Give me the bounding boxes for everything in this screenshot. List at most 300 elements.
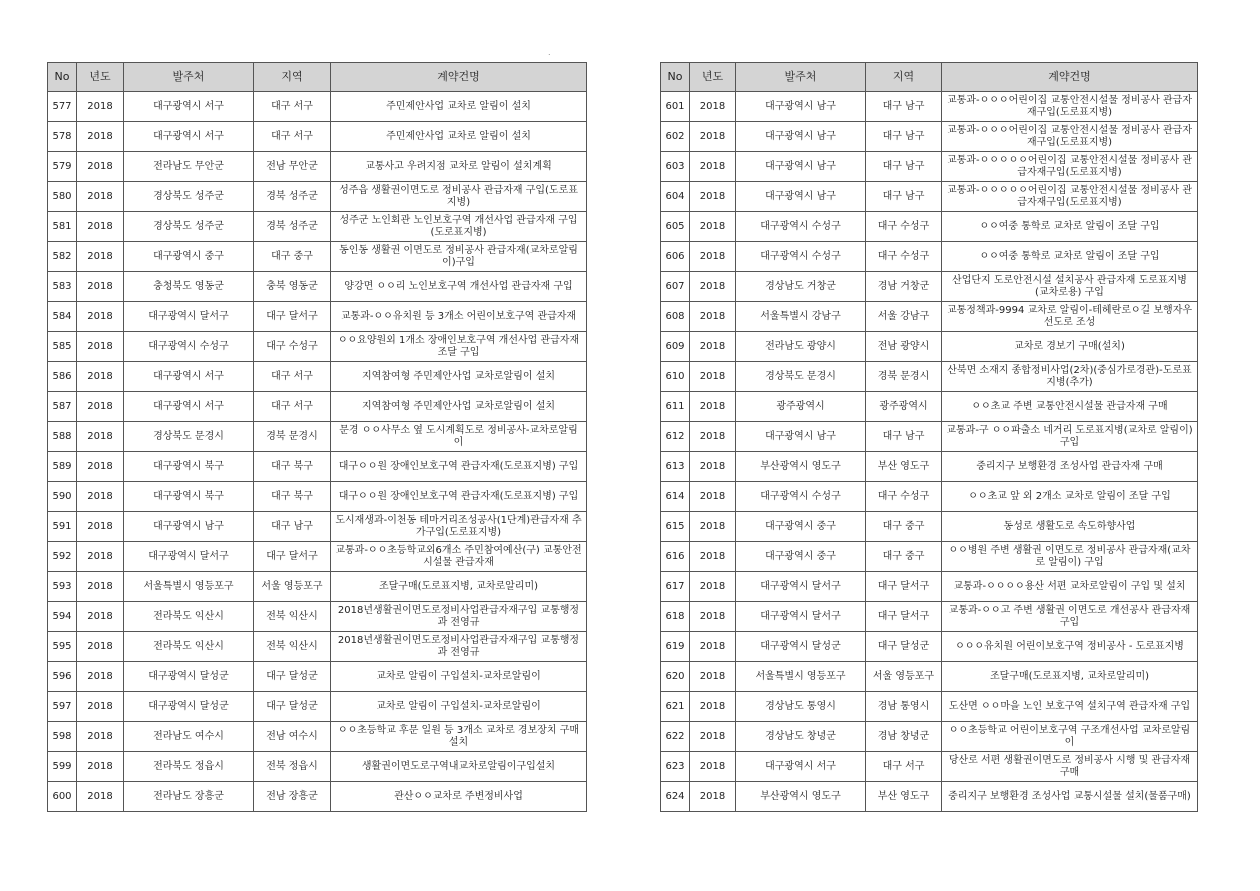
table-row — [48, 122, 587, 152]
cell-title: 지역참여형 주민제안사업 교차로알림이 설치 — [331, 362, 587, 392]
cell-client: 대구광역시 수성구 — [736, 482, 866, 512]
cell-region: 대구 남구 — [866, 122, 942, 152]
cell-year: 2018 — [77, 152, 124, 182]
cell-title: 주민제안사업 교차로 알림이 설치 — [331, 122, 587, 152]
cell-region: 대구 중구 — [866, 512, 942, 542]
cell-no: 623 — [661, 752, 690, 782]
cell-no: 588 — [48, 422, 77, 452]
cell-no: 620 — [661, 662, 690, 692]
cell-year: 2018 — [77, 422, 124, 452]
cell-title: 교차로 알림이 구입설치-교차로알림이 — [331, 662, 587, 692]
cell-title: 2018년생활권이면도로정비사업관급자재구입 교통행정과 전영규 — [331, 602, 587, 632]
table-row — [661, 542, 1198, 572]
cell-title: 성주군 노인회관 노인보호구역 개선사업 관급자재 구입(도로표지병) — [331, 212, 587, 242]
cell-title: 2018년생활권이면도로정비사업관급자재구입 교통행정과 전영규 — [331, 632, 587, 662]
cell-client: 대구광역시 중구 — [124, 242, 254, 272]
cell-year: 2018 — [690, 152, 736, 182]
cell-title: ㅇㅇㅇ유치원 어린이보호구역 정비공사 - 도로표지병 — [942, 632, 1198, 662]
cell-no: 595 — [48, 632, 77, 662]
table-row — [48, 482, 587, 512]
cell-region: 대구 서구 — [254, 92, 331, 122]
cell-region: 대구 남구 — [254, 512, 331, 542]
cell-year: 2018 — [77, 182, 124, 212]
cell-region: 대구 남구 — [866, 92, 942, 122]
cell-client: 경상북도 성주군 — [124, 212, 254, 242]
cell-client: 경상북도 문경시 — [124, 422, 254, 452]
cell-year: 2018 — [77, 752, 124, 782]
table-row — [48, 152, 587, 182]
cell-client: 전라북도 익산시 — [124, 632, 254, 662]
cell-no: 617 — [661, 572, 690, 602]
cell-no: 581 — [48, 212, 77, 242]
cell-client: 충청북도 영동군 — [124, 272, 254, 302]
cell-title: 당산로 서편 생활권이면도로 정비공사 시행 및 관급자재 구매 — [942, 752, 1198, 782]
cell-year: 2018 — [77, 92, 124, 122]
table-row — [661, 272, 1198, 302]
cell-year: 2018 — [690, 92, 736, 122]
cell-title: ㅇㅇ요양원외 1개소 장애인보호구역 개선사업 관급자재 조달 구입 — [331, 332, 587, 362]
cell-client: 전라남도 장흥군 — [124, 782, 254, 812]
cell-year: 2018 — [77, 452, 124, 482]
table-row — [48, 92, 587, 122]
cell-year: 2018 — [77, 362, 124, 392]
cell-year: 2018 — [690, 302, 736, 332]
table-row — [661, 182, 1198, 212]
cell-region: 대구 서구 — [254, 122, 331, 152]
table-row — [661, 92, 1198, 122]
cell-client: 대구광역시 달성군 — [124, 692, 254, 722]
cell-title: 산북면 소재지 종합정비사업(2차)(중심가로경관)-도로표지병(추가) — [942, 362, 1198, 392]
cell-region: 대구 남구 — [866, 182, 942, 212]
cell-no: 577 — [48, 92, 77, 122]
cell-region: 대구 남구 — [866, 422, 942, 452]
cell-title: 대구ㅇㅇ원 장애인보호구역 관급자재(도로표지병) 구입 — [331, 482, 587, 512]
cell-client: 대구광역시 달성군 — [736, 632, 866, 662]
cell-year: 2018 — [690, 632, 736, 662]
cell-year: 2018 — [690, 452, 736, 482]
cell-title: 교통사고 우려지점 교차로 알림이 설치계획 — [331, 152, 587, 182]
table-row — [48, 242, 587, 272]
table-row — [48, 722, 587, 752]
cell-year: 2018 — [690, 422, 736, 452]
table-row — [48, 512, 587, 542]
cell-year: 2018 — [690, 752, 736, 782]
table-row — [48, 332, 587, 362]
cell-client: 대구광역시 달서구 — [124, 302, 254, 332]
cell-client: 광주광역시 — [736, 392, 866, 422]
cell-year: 2018 — [77, 572, 124, 602]
table-row — [661, 602, 1198, 632]
cell-region: 광주광역시 — [866, 392, 942, 422]
cell-title: 동성로 생활도로 속도하향사업 — [942, 512, 1198, 542]
cell-client: 서울특별시 영등포구 — [124, 572, 254, 602]
cell-title: ㅇㅇ초교 앞 외 2개소 교차로 알림이 조달 구입 — [942, 482, 1198, 512]
cell-title: 교통과-ㅇㅇ고 주변 생활권 이면도로 개선공사 관급자재 구입 — [942, 602, 1198, 632]
cell-region: 서울 강남구 — [866, 302, 942, 332]
cell-region: 부산 영도구 — [866, 452, 942, 482]
table-row — [661, 212, 1198, 242]
cell-client: 대구광역시 남구 — [124, 512, 254, 542]
cell-region: 대구 달서구 — [254, 302, 331, 332]
cell-year: 2018 — [77, 242, 124, 272]
table-body-right — [661, 92, 1198, 812]
cell-no: 603 — [661, 152, 690, 182]
cell-year: 2018 — [690, 332, 736, 362]
cell-client: 경상남도 창녕군 — [736, 722, 866, 752]
header-title: 계약건명 — [331, 63, 587, 92]
table-row — [48, 602, 587, 632]
table-row — [661, 572, 1198, 602]
cell-title: 양강면 ㅇㅇ리 노인보호구역 개선사업 관급자재 구입 — [331, 272, 587, 302]
cell-client: 전라북도 익산시 — [124, 602, 254, 632]
cell-region: 서울 영등포구 — [866, 662, 942, 692]
cell-year: 2018 — [77, 662, 124, 692]
cell-region: 경남 거창군 — [866, 272, 942, 302]
cell-no: 591 — [48, 512, 77, 542]
cell-client: 서울특별시 영등포구 — [736, 662, 866, 692]
cell-no: 608 — [661, 302, 690, 332]
cell-title: 교통과-ㅇㅇㅇ어린이집 교통안전시설물 정비공사 관급자재구입(도로표지병) — [942, 122, 1198, 152]
cell-region: 대구 북구 — [254, 482, 331, 512]
cell-region: 경남 창녕군 — [866, 722, 942, 752]
cell-client: 전라남도 여수시 — [124, 722, 254, 752]
cell-client: 경상북도 성주군 — [124, 182, 254, 212]
cell-no: 578 — [48, 122, 77, 152]
cell-region: 대구 중구 — [866, 542, 942, 572]
cell-no: 611 — [661, 392, 690, 422]
cell-client: 대구광역시 중구 — [736, 512, 866, 542]
table-row — [48, 782, 587, 812]
cell-region: 대구 북구 — [254, 452, 331, 482]
cell-client: 대구광역시 남구 — [736, 422, 866, 452]
cell-year: 2018 — [77, 332, 124, 362]
cell-no: 615 — [661, 512, 690, 542]
cell-client: 대구광역시 서구 — [124, 122, 254, 152]
cell-client: 경상남도 거창군 — [736, 272, 866, 302]
cell-client: 경상남도 통영시 — [736, 692, 866, 722]
header-client: 발주처 — [124, 63, 254, 92]
table-body-left — [48, 92, 587, 812]
cell-region: 대구 수성구 — [254, 332, 331, 362]
table-row — [48, 302, 587, 332]
cell-no: 584 — [48, 302, 77, 332]
cell-year: 2018 — [690, 782, 736, 812]
table-row — [48, 182, 587, 212]
cell-no: 596 — [48, 662, 77, 692]
cell-client: 부산광역시 영도구 — [736, 452, 866, 482]
cell-year: 2018 — [690, 512, 736, 542]
table-header-row — [661, 63, 1198, 92]
cell-title: 생활권이면도로구역내교차로알림이구입설치 — [331, 752, 587, 782]
cell-client: 대구광역시 서구 — [124, 92, 254, 122]
header-no: No — [48, 63, 77, 92]
cell-title: 교통과-ㅇㅇㅇㅇㅇ어린이집 교통안전시설물 정비공사 관급자재구입(도로표지병) — [942, 182, 1198, 212]
cell-no: 585 — [48, 332, 77, 362]
header-region: 지역 — [866, 63, 942, 92]
cell-year: 2018 — [690, 272, 736, 302]
cell-title: ㅇㅇ초등학교 어린이보호구역 구조개선사업 교차로알림이 — [942, 722, 1198, 752]
cell-client: 대구광역시 서구 — [124, 392, 254, 422]
cell-region: 경남 통영시 — [866, 692, 942, 722]
cell-year: 2018 — [77, 602, 124, 632]
cell-region: 전북 익산시 — [254, 602, 331, 632]
cell-title: 동인동 생활권 이면도로 정비공사 관급자재(교차로알림이)구입 — [331, 242, 587, 272]
cell-year: 2018 — [690, 482, 736, 512]
cell-no: 613 — [661, 452, 690, 482]
cell-region: 대구 서구 — [254, 362, 331, 392]
cell-region: 전북 정읍시 — [254, 752, 331, 782]
cell-no: 587 — [48, 392, 77, 422]
table-row — [661, 392, 1198, 422]
table-row — [661, 722, 1198, 752]
cell-region: 대구 남구 — [866, 152, 942, 182]
table-row — [661, 662, 1198, 692]
table-row — [661, 122, 1198, 152]
cell-title: 교통과-ㅇㅇㅇ어린이집 교통안전시설물 정비공사 관급자재구입(도로표지병) — [942, 92, 1198, 122]
cell-year: 2018 — [77, 632, 124, 662]
table-row — [661, 302, 1198, 332]
table-row — [48, 752, 587, 782]
cell-client: 대구광역시 수성구 — [124, 332, 254, 362]
cell-no: 612 — [661, 422, 690, 452]
cell-no: 606 — [661, 242, 690, 272]
cell-client: 대구광역시 달서구 — [736, 602, 866, 632]
cell-title: 교통과-ㅇㅇㅇㅇ용산 서편 교차로알림이 구입 및 설치 — [942, 572, 1198, 602]
cell-client: 전라남도 무안군 — [124, 152, 254, 182]
cell-title: ㅇㅇ여중 통학로 교차로 알림이 조달 구입 — [942, 242, 1198, 272]
table-row — [661, 422, 1198, 452]
table-row — [48, 632, 587, 662]
cell-region: 대구 수성구 — [866, 242, 942, 272]
cell-no: 597 — [48, 692, 77, 722]
cell-no: 607 — [661, 272, 690, 302]
table-header-row — [48, 63, 587, 92]
cell-client: 경상북도 문경시 — [736, 362, 866, 392]
cell-no: 614 — [661, 482, 690, 512]
table-row — [661, 692, 1198, 722]
table-row — [48, 272, 587, 302]
contract-table-right — [660, 62, 1198, 812]
cell-title: 조달구매(도로표지병, 교차로알리미) — [331, 572, 587, 602]
cell-year: 2018 — [77, 482, 124, 512]
cell-no: 610 — [661, 362, 690, 392]
cell-title: 지역참여형 주민제안사업 교차로알림이 설치 — [331, 392, 587, 422]
header-title: 계약건명 — [942, 63, 1198, 92]
cell-year: 2018 — [77, 122, 124, 152]
cell-region: 대구 달성군 — [866, 632, 942, 662]
cell-client: 대구광역시 남구 — [736, 182, 866, 212]
table-row — [661, 152, 1198, 182]
cell-no: 579 — [48, 152, 77, 182]
cell-no: 583 — [48, 272, 77, 302]
cell-client: 대구광역시 달서구 — [124, 542, 254, 572]
cell-client: 부산광역시 영도구 — [736, 782, 866, 812]
cell-client: 대구광역시 중구 — [736, 542, 866, 572]
cell-title: ㅇㅇ초교 주변 교통안전시설물 관급자재 구매 — [942, 392, 1198, 422]
cell-no: 602 — [661, 122, 690, 152]
cell-no: 619 — [661, 632, 690, 662]
cell-region: 전북 익산시 — [254, 632, 331, 662]
cell-year: 2018 — [77, 212, 124, 242]
cell-client: 전라남도 광양시 — [736, 332, 866, 362]
cell-region: 대구 달서구 — [866, 572, 942, 602]
cell-client: 대구광역시 서구 — [736, 752, 866, 782]
table-row — [661, 362, 1198, 392]
cell-region: 전남 장흥군 — [254, 782, 331, 812]
cell-region: 전남 광양시 — [866, 332, 942, 362]
cell-no: 600 — [48, 782, 77, 812]
cell-region: 대구 수성구 — [866, 482, 942, 512]
cell-region: 경북 성주군 — [254, 212, 331, 242]
header-year: 년도 — [690, 63, 736, 92]
table-row — [48, 572, 587, 602]
cell-region: 대구 서구 — [866, 752, 942, 782]
cell-region: 대구 중구 — [254, 242, 331, 272]
cell-no: 618 — [661, 602, 690, 632]
cell-title: ㅇㅇ초등학교 후문 일원 등 3개소 교차로 경보장치 구매 설치 — [331, 722, 587, 752]
table-row — [661, 242, 1198, 272]
table-row — [661, 632, 1198, 662]
cell-no: 622 — [661, 722, 690, 752]
table-row — [661, 482, 1198, 512]
cell-year: 2018 — [690, 362, 736, 392]
cell-region: 대구 수성구 — [866, 212, 942, 242]
cell-client: 대구광역시 서구 — [124, 362, 254, 392]
cell-title: 교통과-구 ㅇㅇ파출소 네거리 도로표지병(교차로 알림이) 구입 — [942, 422, 1198, 452]
header-no: No — [661, 63, 690, 92]
table-row — [661, 452, 1198, 482]
cell-client: 대구광역시 북구 — [124, 452, 254, 482]
cell-region: 대구 달서구 — [254, 542, 331, 572]
cell-client: 전라북도 정읍시 — [124, 752, 254, 782]
cell-year: 2018 — [77, 722, 124, 752]
cell-client: 서울특별시 강남구 — [736, 302, 866, 332]
cell-title: 도시재생과-이천동 테마거리조성공사(1단계)관급자재 추가구입(도로표지병) — [331, 512, 587, 542]
cell-title: 문경 ㅇㅇ사무소 옆 도시계획도로 정비공사-교차로알림이 — [331, 422, 587, 452]
cell-region: 전남 여수시 — [254, 722, 331, 752]
cell-year: 2018 — [690, 722, 736, 752]
cell-title: 교통정책과-9994 교차로 알림이-테헤란로ㅇ길 보행자우선도로 조성 — [942, 302, 1198, 332]
cell-title: 성주읍 생활권이면도로 정비공사 관급자재 구입(도로표지병) — [331, 182, 587, 212]
cell-title: 중리지구 보행환경 조성사업 교통시설물 설치(물품구매) — [942, 782, 1198, 812]
table-row — [48, 452, 587, 482]
scan-speck: . — [548, 48, 551, 57]
cell-region: 경북 문경시 — [254, 422, 331, 452]
table-row — [48, 362, 587, 392]
cell-no: 599 — [48, 752, 77, 782]
cell-year: 2018 — [77, 272, 124, 302]
table-row — [661, 782, 1198, 812]
cell-no: 598 — [48, 722, 77, 752]
cell-title: 산업단지 도로안전시설 설치공사 관급자재 도로표지병(교차로용) 구입 — [942, 272, 1198, 302]
header-client: 발주처 — [736, 63, 866, 92]
table-row — [661, 752, 1198, 782]
table-row — [661, 512, 1198, 542]
cell-client: 대구광역시 북구 — [124, 482, 254, 512]
cell-region: 대구 달서구 — [866, 602, 942, 632]
cell-no: 609 — [661, 332, 690, 362]
cell-year: 2018 — [690, 122, 736, 152]
table-row — [48, 692, 587, 722]
cell-title: 조달구매(도로표지병, 교차로알리미) — [942, 662, 1198, 692]
cell-region: 대구 서구 — [254, 392, 331, 422]
header-region: 지역 — [254, 63, 331, 92]
cell-year: 2018 — [690, 692, 736, 722]
cell-no: 616 — [661, 542, 690, 572]
cell-region: 부산 영도구 — [866, 782, 942, 812]
cell-region: 경북 문경시 — [866, 362, 942, 392]
header-year: 년도 — [77, 63, 124, 92]
cell-region: 대구 달성군 — [254, 692, 331, 722]
cell-year: 2018 — [690, 212, 736, 242]
cell-no: 590 — [48, 482, 77, 512]
cell-year: 2018 — [77, 692, 124, 722]
cell-client: 대구광역시 남구 — [736, 92, 866, 122]
contract-table-left — [47, 62, 587, 812]
cell-client: 대구광역시 달성군 — [124, 662, 254, 692]
cell-no: 582 — [48, 242, 77, 272]
cell-year: 2018 — [77, 782, 124, 812]
cell-no: 589 — [48, 452, 77, 482]
cell-year: 2018 — [690, 542, 736, 572]
cell-year: 2018 — [77, 302, 124, 332]
cell-client: 대구광역시 수성구 — [736, 242, 866, 272]
cell-year: 2018 — [77, 512, 124, 542]
cell-no: 593 — [48, 572, 77, 602]
cell-client: 대구광역시 달서구 — [736, 572, 866, 602]
table-row — [48, 542, 587, 572]
cell-title: 교통과-ㅇㅇ초등학교외6개소 주민참여예산(구) 교통안전시설물 관급자재 — [331, 542, 587, 572]
cell-title: 교차로 알림이 구입설치-교차로알림이 — [331, 692, 587, 722]
cell-title: ㅇㅇ여중 통학로 교차로 알림이 조달 구입 — [942, 212, 1198, 242]
cell-year: 2018 — [690, 182, 736, 212]
table-row — [661, 332, 1198, 362]
cell-no: 592 — [48, 542, 77, 572]
cell-title: 주민제안사업 교차로 알림이 설치 — [331, 92, 587, 122]
cell-region: 서울 영등포구 — [254, 572, 331, 602]
cell-year: 2018 — [690, 602, 736, 632]
cell-client: 대구광역시 남구 — [736, 122, 866, 152]
cell-client: 대구광역시 남구 — [736, 152, 866, 182]
table-row — [48, 662, 587, 692]
cell-year: 2018 — [690, 392, 736, 422]
cell-no: 580 — [48, 182, 77, 212]
cell-no: 605 — [661, 212, 690, 242]
cell-no: 604 — [661, 182, 690, 212]
table-row — [48, 212, 587, 242]
cell-year: 2018 — [690, 662, 736, 692]
cell-year: 2018 — [77, 392, 124, 422]
cell-year: 2018 — [77, 542, 124, 572]
cell-title: ㅇㅇ병원 주변 생활권 이면도로 정비공사 관급자재(교차로 알림이) 구입 — [942, 542, 1198, 572]
table-row — [48, 392, 587, 422]
cell-year: 2018 — [690, 242, 736, 272]
cell-no: 621 — [661, 692, 690, 722]
table-row — [48, 422, 587, 452]
cell-region: 전남 무안군 — [254, 152, 331, 182]
cell-title: 관산ㅇㅇ교차로 주변정비사업 — [331, 782, 587, 812]
cell-region: 대구 달성군 — [254, 662, 331, 692]
cell-title: 도산면 ㅇㅇ마을 노인 보호구역 설치구역 관급자재 구입 — [942, 692, 1198, 722]
cell-client: 대구광역시 수성구 — [736, 212, 866, 242]
cell-title: 교통과-ㅇㅇ유치원 등 3개소 어린이보호구역 관급자재 — [331, 302, 587, 332]
cell-title: 교차로 경보기 구매(설치) — [942, 332, 1198, 362]
cell-title: 중리지구 보행환경 조성사업 관급자재 구매 — [942, 452, 1198, 482]
cell-no: 601 — [661, 92, 690, 122]
cell-region: 충북 영동군 — [254, 272, 331, 302]
cell-no: 624 — [661, 782, 690, 812]
cell-title: 대구ㅇㅇ원 장애인보호구역 관급자재(도로표지병) 구입 — [331, 452, 587, 482]
